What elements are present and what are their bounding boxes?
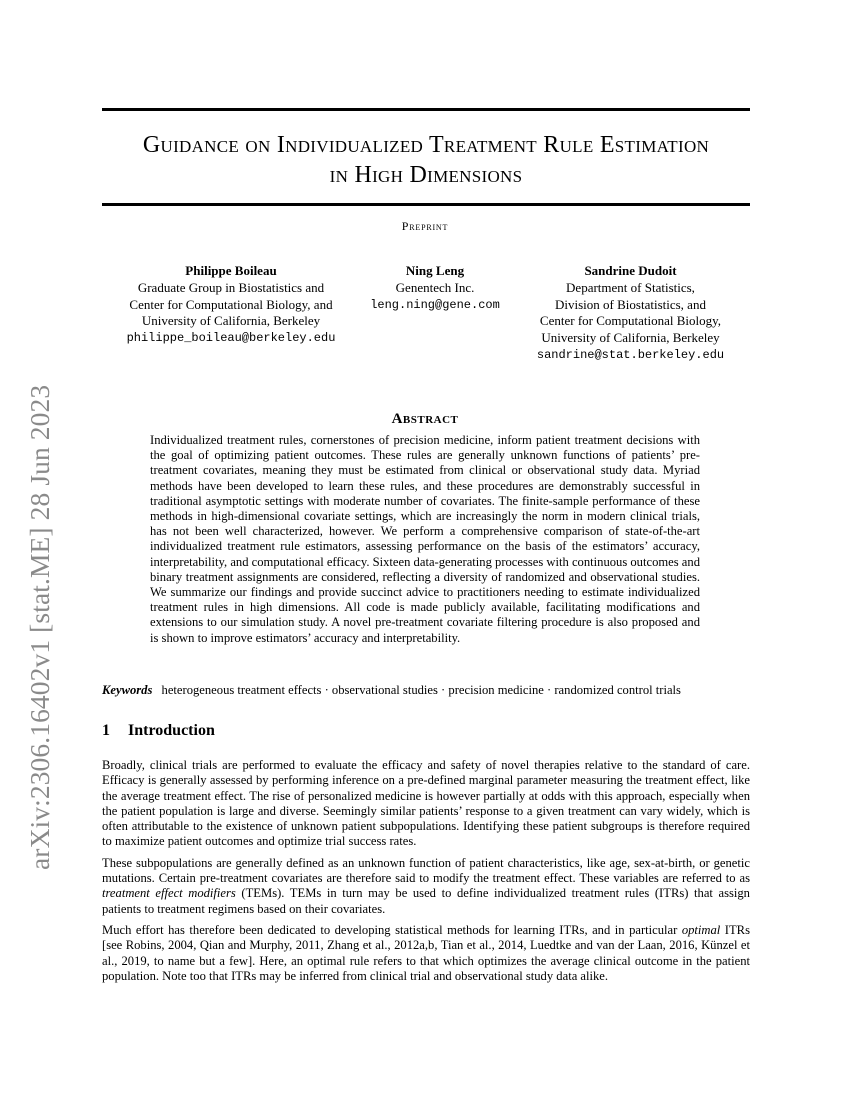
keywords-label: Keywords: [102, 683, 153, 697]
author-affiliation: Division of Biostatistics, and: [555, 296, 706, 312]
paragraph-3: [102, 923, 750, 984]
author-email: sandrine@stat.berkeley.edu: [536, 347, 725, 362]
author-email: philippe_boileau@berkeley.edu: [126, 331, 336, 346]
keywords-list: heterogeneous treatment effects · observational studies · precision medicine · randomized control trials: [161, 683, 681, 697]
arxiv-identifier: arXiv:2306.16402v1 [stat.ME] 28 Jun 2023: [24, 384, 55, 870]
title-line-1: Guidance on Individualized Treatment Rule Estimation: [142, 132, 710, 158]
paragraph-3-text-a: Much effort has therefore been dedicated to developing statistical methods for learning ITRs, and in particular: [102, 922, 682, 937]
author-affiliation: Genentech Inc.: [395, 279, 475, 295]
author-block-boileau: [115, 263, 347, 347]
paragraph-2-emphasis: treatment effect modifiers: [102, 886, 236, 901]
abstract-heading: Abstract: [391, 411, 459, 427]
title-rule-top: [102, 108, 750, 111]
author-block-leng: [360, 263, 510, 313]
author-name: Ning Leng: [405, 263, 465, 278]
author-affiliation: University of California, Berkeley: [141, 313, 321, 329]
paragraph-2-text-a: These subpopulations are generally defined as an unknown function of patient characteristics, like age, sex-at-birth, or genetic mutations. Certain pre-treatment covariates are therefore said to modify the treatment effect. These variables are referred to as: [102, 855, 750, 886]
introduction-body: [102, 758, 750, 990]
preprint-label: Preprint: [401, 219, 449, 233]
section-title: Introduction: [128, 722, 215, 739]
author-name: Philippe Boileau: [185, 263, 277, 278]
section-number: 1: [102, 722, 110, 739]
author-affiliation: Center for Computational Biology, and: [129, 296, 333, 312]
keywords-line: [102, 682, 762, 698]
author-affiliation: Graduate Group in Biostatistics and: [137, 279, 325, 295]
author-affiliation: Department of Statistics,: [566, 279, 695, 295]
author-name: Sandrine Dudoit: [584, 263, 677, 278]
paragraph-3-emphasis: optimal: [681, 922, 721, 937]
author-affiliation: Center for Computational Biology,: [539, 313, 722, 329]
author-email: leng.ning@gene.com: [370, 297, 500, 312]
title-line-2: in High Dimensions: [329, 162, 523, 188]
paper-title: [102, 130, 750, 190]
paragraph-3-text-b: ITRs [see Robins, 2004, Qian and Murphy, 2011, Zhang et al., 2012a,b, Tian et al., 2014, Luedtke and van der Laan, 2016, Künzel et al., 2019, to name but a few]. Here, an optimal rule refers to that which optimizes the average clinical outcome in the patient population. Note too that ITRs may be inferred from clinical trial and observational study data alike.: [102, 922, 750, 983]
paragraph-2: [102, 856, 750, 917]
paragraph-1: Broadly, clinical trials are performed to evaluate the efficacy and safety of novel therapies relative to the standard of care. Efficacy is generally assessed by performing inference on a pre-defined marginal parameter measuring the treatment effect, like the average treatment effect. The rise of personalized medicine is however partially at odds with this approach, especially when the patient population is large and diverse. Seemingly similar patients’ response to a given treatment can vary widely, which is often attributable to the existence of unknown patient subpopulations. Identifying these patient subgroups is therefore required to maximize patient outcomes and optimize trial success rates.: [102, 758, 750, 849]
paragraph-2-text-b: (TEMs). TEMs in turn may be used to define individualized treatment rules (ITRs) that assign patients to treatment regimens based on their covariates.: [102, 886, 750, 916]
section-heading: [102, 722, 215, 740]
title-rule-bottom: [102, 203, 750, 206]
author-affiliation: University of California, Berkeley: [541, 330, 720, 346]
author-block-dudoit: [528, 263, 733, 364]
abstract-text: Individualized treatment rules, cornerstones of precision medicine, inform patient treatment decisions with the goal of optimizing patient outcomes. These rules are generally unknown functions of patients’ pre-treatment covariates, meaning they must be estimated from clinical or observational study data. Myriad methods have been developed to learn these rules, and these procedures are demonstrably successful in traditional asymptotic settings with moderate number of covariates. The finite-sample performance of these methods in high-dimensional covariate settings, which are increasingly the norm in modern clinical trials, has not been well characterized, however. We perform a comprehensive comparison of state-of-the-art individualized treatment rule estimators, assessing performance on the basis of the estimators’ accuracy, interpretability, and computational efficacy. Sixteen data-generating processes with continuous outcomes and binary treatment assignments are considered, reflecting a diversity of randomized and observational studies. We summarize our findings and provide succinct advice to practitioners needing to estimate individualized treatment rules in high dimensions. All code is made publicly available, facilitating modifications and extensions to our simulation study. A novel pre-treatment covariate filtering procedure is also proposed and is shown to improve estimators’ accuracy and interpretability.: [150, 433, 700, 645]
